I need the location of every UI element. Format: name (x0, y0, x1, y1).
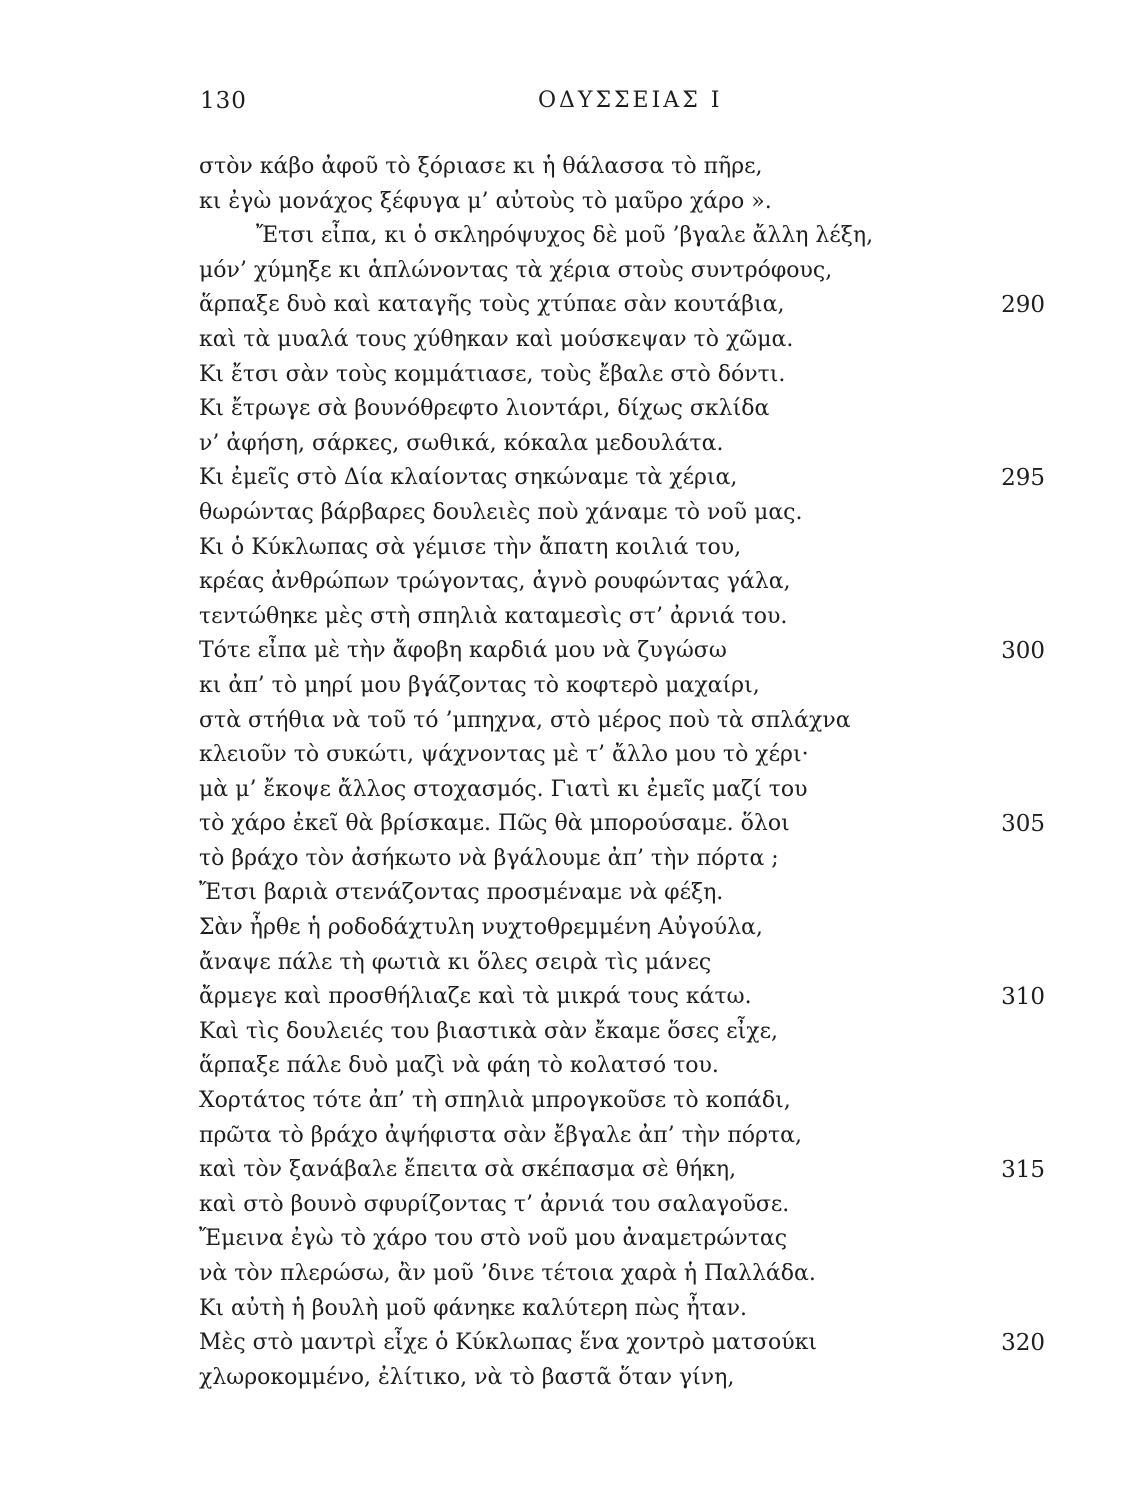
line-number: 290 (1001, 292, 1045, 319)
running-title: ΟΔΥΣΣΕΙΑΣ Ι (538, 88, 723, 113)
verse-line-text: στὰ στήθια νὰ τοῦ τό ’μπηχνα, στὸ μέρος ποὺ τὰ σπλάχνα (199, 707, 851, 733)
verse-line (0, 1257, 1145, 1292)
verse-line (0, 738, 1145, 773)
verse-line (0, 1084, 1145, 1119)
page-number: 130 (200, 88, 247, 114)
verse-line (0, 842, 1145, 877)
verse-line (0, 600, 1145, 635)
verse-line-text: Καὶ τὶς δουλειές του βιαστικὰ σὰν ἔκαμε ὅσες εἶχε, (199, 1018, 779, 1044)
verse-line (0, 1119, 1145, 1154)
verse-line-text: Κι αὐτὴ ἡ βουλὴ μοῦ φάνηκε καλύτερη πὼς ἦταν. (199, 1295, 748, 1321)
verse-line-text: ἄρμεγε καὶ προσθήλιαζε καὶ τὰ μικρά τους κάτω. (199, 984, 752, 1010)
verse-line (0, 1153, 1145, 1188)
verse-line (0, 946, 1145, 981)
verse-line-text: κρέας ἀνθρώπων τρώγοντας, ἀγνὸ ρουφώντας γάλα, (199, 569, 791, 595)
verse-line-text: καὶ τὰ μυαλά τους χύθηκαν καὶ μούσκεψαν τὸ χῶμα. (199, 326, 794, 352)
verse-line (0, 323, 1145, 358)
verse-line-text: θωρώντας βάρβαρες δουλειὲς ποὺ χάναμε τὸ νοῦ μας. (199, 499, 803, 525)
verse-line-text: τὸ χάρο ἐκεῖ θὰ βρίσκαμε. Πῶς θὰ μπορούσαμε. ὅλοι (199, 811, 790, 837)
verse-line (0, 1222, 1145, 1257)
verse-line (0, 1188, 1145, 1223)
verse-line-text: τεντώθηκε μὲς στὴ σπηλιὰ καταμεσὶς στ’ ἀρνιά του. (199, 603, 788, 629)
verse-line (0, 185, 1145, 220)
verse-line (0, 531, 1145, 566)
verse-line (0, 565, 1145, 600)
verse-line (0, 634, 1145, 669)
verse-line (0, 704, 1145, 739)
verse-line-text: τὸ βράχο τὸν ἀσήκωτο νὰ βγάλουμε ἀπ’ τὴν πόρτα ; (199, 845, 779, 871)
verse-line (0, 254, 1145, 289)
verse-line-text: πρῶτα τὸ βράχο ἀψήφιστα σὰν ἔβγαλε ἀπ’ τὴν πόρτα, (199, 1122, 802, 1148)
verse-line (0, 288, 1145, 323)
verse-text (0, 150, 1145, 1395)
verse-line (0, 461, 1145, 496)
verse-line-text: χλωροκομμένο, ἐλίτικο, νὰ τὸ βαστᾶ ὅταν γίνη, (199, 1364, 735, 1390)
line-number: 315 (1001, 1157, 1045, 1184)
verse-line-text: ἅρπαξε δυὸ καὶ καταγῆς τοὺς χτύπαε σὰν κουτάβια, (199, 292, 785, 318)
verse-line (0, 150, 1145, 185)
line-number: 320 (1001, 1330, 1045, 1357)
verse-line (0, 427, 1145, 462)
verse-line-text: Ἔτσι βαριὰ στενάζοντας προσμέναμε νὰ φέξη. (199, 880, 724, 906)
page-header (0, 88, 1145, 124)
verse-line (0, 1049, 1145, 1084)
line-number: 295 (1001, 465, 1045, 492)
verse-line-text: καὶ τὸν ξανάβαλε ἔπειτα σὰ σκέπασμα σὲ θήκη, (199, 1157, 737, 1183)
verse-line (0, 1326, 1145, 1361)
line-number: 305 (1001, 811, 1045, 838)
verse-line-text: ἄναψε πάλε τὴ φωτιὰ κι ὅλες σειρὰ τὶς μάνες (199, 949, 712, 975)
verse-line-text: Κι ἔτρωγε σὰ βουνόθρεφτο λιοντάρι, δίχως σκλίδα (199, 396, 770, 422)
verse-line-text: κι ἐγὼ μονάχος ξέφυγα μ’ αὐτοὺς τὸ μαῦρο χάρο ». (199, 188, 772, 214)
verse-line-text: Κι ὁ Κύκλωπας σὰ γέμισε τὴν ἄπατη κοιλιά του, (199, 534, 742, 560)
verse-line-text: μὰ μ’ ἔκοψε ἄλλος στοχασμός. Γιατὶ κι ἐμεῖς μαζί του (199, 776, 808, 802)
verse-line-text: Σὰν ἦρθε ἡ ροδοδάχτυλη νυχτοθρεμμένη Αὐγούλα, (199, 915, 763, 941)
verse-line-text: Κι ἐμεῖς στὸ Δία κλαίοντας σηκώναμε τὰ χέρια, (199, 465, 738, 491)
verse-line-text: κλειοῦν τὸ συκώτι, ψάχνοντας μὲ τ’ ἄλλο μου τὸ χέρι· (199, 742, 809, 768)
verse-line (0, 773, 1145, 808)
verse-line (0, 358, 1145, 393)
verse-line (0, 392, 1145, 427)
verse-line-text: Μὲς στὸ μαντρὶ εἶχε ὁ Κύκλωπας ἕνα χοντρὸ ματσούκι (199, 1330, 818, 1356)
verse-line-text: κι ἀπ’ τὸ μηρί μου βγάζοντας τὸ κοφτερὸ μαχαίρι, (199, 672, 760, 698)
verse-line (0, 876, 1145, 911)
verse-line-text: καὶ στὸ βουνὸ σφυρίζοντας τ’ ἀρνιά του σαλαγοῦσε. (199, 1191, 790, 1217)
verse-line-text: στὸν κάβο ἀφοῦ τὸ ξόριασε κι ἡ θάλασσα τὸ πῆρε, (199, 154, 763, 179)
verse-line-text: μόν’ χύμηξε κι ἁπλώνοντας τὰ χέρια στοὺς συντρόφους, (199, 257, 833, 283)
verse-line (0, 1292, 1145, 1327)
verse-line (0, 669, 1145, 704)
verse-line (0, 219, 1145, 254)
verse-line-text: Χορτάτος τότε ἀπ’ τὴ σπηλιὰ μπρογκοῦσε τὸ κοπάδι, (199, 1088, 791, 1114)
verse-line (0, 807, 1145, 842)
verse-line-text: Ἔμεινα ἐγὼ τὸ χάρο του στὸ νοῦ μου ἀναμετρώντας (199, 1226, 788, 1252)
verse-line-text: Κι ἔτσι σὰν τοὺς κομμάτιασε, τοὺς ἔβαλε στὸ δόντι. (199, 361, 786, 387)
line-number: 300 (1001, 638, 1045, 665)
verse-line (0, 1015, 1145, 1050)
verse-line-text: ἅρπαξε πάλε δυὸ μαζὶ νὰ φάη τὸ κολατσό του. (199, 1053, 719, 1079)
verse-line-text: Ἔτσι εἶπα, κι ὁ σκληρόψυχος δὲ μοῦ ’βγαλε ἄλλη λέξη, (256, 223, 874, 249)
verse-line (0, 1361, 1145, 1396)
verse-line (0, 496, 1145, 531)
verse-line-text: Τότε εἶπα μὲ τὴν ἄφοβη καρδιά μου νὰ ζυγώσω (199, 638, 727, 664)
verse-line (0, 980, 1145, 1015)
verse-line (0, 911, 1145, 946)
verse-line-text: νὰ τὸν πλερώσω, ἂν μοῦ ’δινε τέτοια χαρὰ ἡ Παλλάδα. (199, 1261, 816, 1286)
verse-line-text: ν’ ἀφήση, σάρκες, σωθικά, κόκαλα μεδουλάτα. (199, 430, 724, 456)
line-number: 310 (1001, 984, 1045, 1011)
